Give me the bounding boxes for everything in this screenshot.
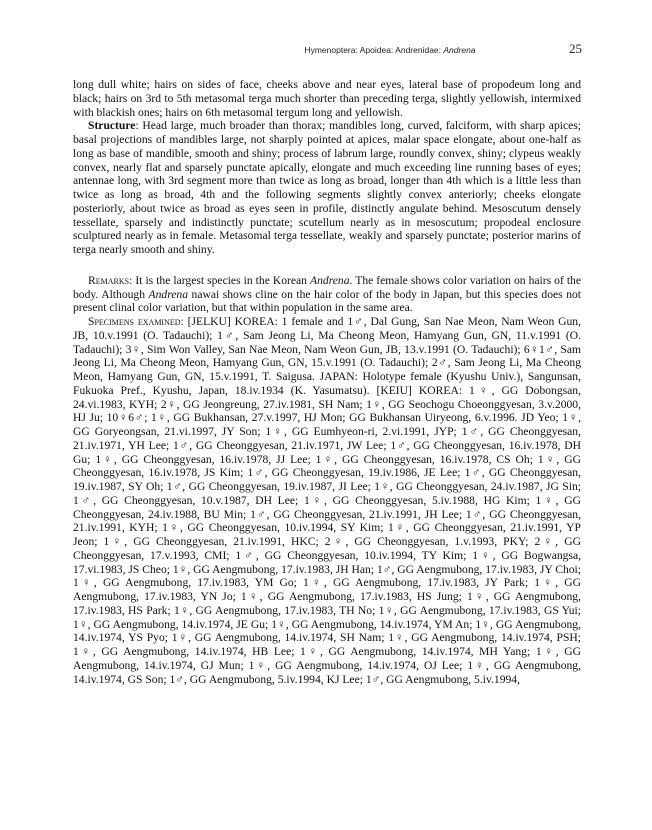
specimens-text: : [JELKU] KOREA: 1 female and 1♂, Dal Gung, San Nae Meon, Nam Weon Gun, JB, 10.v.1991 (O. Tadauchi); 1♂, Sam Jeong Li, Ma Cheong Meon, Hamyang Gun, GN, 11.v.1991 (O. Tadauchi); 3♀, Sim Won Valley, San Nae Meon, Nam Weon Gun, JB, 13.v.1991 (O. Tadauchi); 6♀1♂, Sam Jeong Li, Ma Cheong Meon, Hamyang Gun, GN, 15.v.1991 (O. Tadauchi); 2♂, Sam Jeong Li, Ma Cheong Meon, Hamyang Gun, GN, 15.v.1991, T. Saigusa. JAPAN: Holotype female (Kyushu Univ.), Sangunsan, Fukuoka Pref., Kyushu, Japan, 18.iv.1934 (K. Yasumatsu). [KEIU] KOREA: 1♀, GG Dobongsan, 24.vi.1983, KYH; 2♀, GG Jeongreung, 27.iv.1981, SH Nam; 1♀, GG Seochogu Choeonggyesan, 3.v.2000, HJ Ju; 10♀6♂; 1♀, GG Bukhansan, 27.v.1997, HJ Mon; GG Bukhansan Uiryeong, 6.v.1996. JD Yeo; 1♀, GG Goryeongsan, 21.vi.1997, JY Son; 1♀, GG Eumhyeon-ri, 2.vi.1991, JYP; 1♂, GG Cheonggyesan, 21.iv.1971, YH Lee; 1♂, GG Cheonggyesan, 21.iv.1971, JW Lee; 1♂, GG Cheonggyesan, 16.iv.1978, DH Gu; 1♀, GG Cheonggyesan, 16.iv.1978, JJ Lee; 1♀, GG Cheonggyesan, 16.iv.1978, CS Oh; 1♀, GG Cheonggyesan, 16.iv.1978, JS Kim; 1♂, GG Cheonggyesan, 19.iv.1986, JE Lee; 1♂, GG Cheonggyesan, 19.iv.1987, SY Oh; 1♂, GG Cheonggyesan, 19.iv.1987, JI Lee; 1♀, GG Cheonggyesan, 24.iv.1987, JG Sin; 1♂, GG Cheonggyesan, 10.v.1987, DH Lee; 1♀, GG Cheonggyesan, 5.iv.1988, HG Kim; 1♀, GG Cheonggyesan, 24.iv.1988, BU Min; 1♂, GG Cheonggyesan, 21.iv.1991, JH Lee; 1♂, GG Cheonggyesan, 21.iv.1991, KYH; 1♀, GG Cheonggyesan, 10.iv.1994, SY Kim; 1♀, GG Cheonggyesan, 21.iv.1991, YP Jeon; 1♀, GG Cheonggyesan, 21.iv.1991, HKC; 2♀, GG Cheonggyesan, 1.v.1993, PKY; 2♀, GG Cheonggyesan, 17.v.1993, CMI; 1♂, GG Cheonggyesan, 10.iv.1994, TY Kim; 1♀, GG Bogwangsa, 17.vi.1983, JS Cheo; 1♀, GG Aengmubong, 17.iv.1983, JH Han; 1♂, GG Aengmubong, 17.iv.1983, JY Choi; 1♀, GG Aengmubong, 17.iv.1983, YM Go; 1♀, GG Aengmubong, 17.iv.1983, JY Park; 1♀, GG Aengmubong, 17.iv.1983, YN Jo; 1♀, GG Aengmubong, 17.iv.1983, HS Jung; 1♀, GG Aengmubong, 17.iv.1983, HS Park; 1♀, GG Aengmubong, 17.iv.1983, TH No; 1♀, GG Aengmubong, 17.iv.1983, GS Yui; 1♀, GG Aengmubong, 14.iv.1974, JE Gu; 1♀, GG Aengmubong, 14.iv.1974, YM An; 1♀, GG Aengmubong, 14.iv.1974, YS Pyo; 1♀, GG Aengmubong, 14.iv.1974, SH Nam; 1♀, GG Aengmubong, 14.iv.1974, PSH; 1♀, GG Aengmubong, 14.iv.1974, HB Lee; 1♀, GG Aengmubong, 14.iv.1974, MH Yang; 1♀, GG Aengmubong, 14.iv.1974, GJ Mun; 1♀, GG Aengmubong, 14.iv.1974, OJ Lee; 1♀, GG Aengmubong, 14.iv.1974, GS Son; 1♂, GG Aengmubong, 5.iv.1994, KJ Lee; 1♂, GG Aengmubong, 5.iv.1994, [73, 315, 581, 686]
remarks-italic-1: Andrena [310, 273, 350, 287]
remarks-text-1: : It is the largest species in the Korean [129, 273, 311, 287]
page-number: 25 [569, 41, 582, 56]
remarks-paragraph [73, 274, 581, 315]
running-head-genus: Andrena [443, 45, 476, 55]
remarks-heading: Remarks [88, 273, 130, 287]
specimens-paragraph [73, 315, 581, 686]
structure-heading: Structure [88, 119, 136, 133]
structure-text: : Head large, much broader than thorax; mandibles long, curved, falciform, with sharp apices; basal projections of mandibles large, not sharply pointed at apices, malar space elongate, about one-half as long as base of mandible, smooth and shiny; process of labrum large, roundly convex, shiny; clypeus weakly convex, nearly flat and sparsely punctate apically, elongate and much exceeding line running bases of eyes; antennae long, with 3rd segment more than twice as long as broad, longer than 4th which is a little less than twice as long as broad, 4th and the following segments slightly convex anteriorly; cheeks elongate posteriorly, about twice as broad as eyes seen in profile, distinctly angulate behind. Mesoscutum densely tessellate, sparsely and indistinctly punctate; scutellum nearly as in mesoscutum; propodeal enclosure sculptured nearly as in female. Metasomal terga tessellate, weakly and sparsely punctate; posterior marins of terga nearly smooth and shiny. [73, 119, 581, 256]
remarks-text-2: . The female shows color variation on hairs of the body. Although [73, 273, 581, 301]
specimens-heading: Specimens examined [88, 315, 181, 328]
body-text [73, 78, 581, 686]
remarks-italic-2: Andrena [148, 287, 189, 301]
description-continued-paragraph: long dull white; hairs on sides of face, cheeks above and near eyes, lateral base of propodeum long and black; hairs on 3rd to 5th metasomal terga much shorter than preceding terga, slightly yellowish, intermixed with blackish ones; hairs on 6th metasomal tergum long and yellowish. [73, 78, 581, 119]
running-head [240, 45, 540, 55]
remarks-text-3: nawai shows cline on the hair color of the body in Japan, but this species does not present clinal color variation, but that within population in the same area. [73, 287, 582, 315]
structure-paragraph [73, 119, 581, 257]
section-gap [73, 257, 581, 274]
running-head-prefix: Hymenoptera: Apoidea: Andrenidae: [304, 45, 444, 55]
